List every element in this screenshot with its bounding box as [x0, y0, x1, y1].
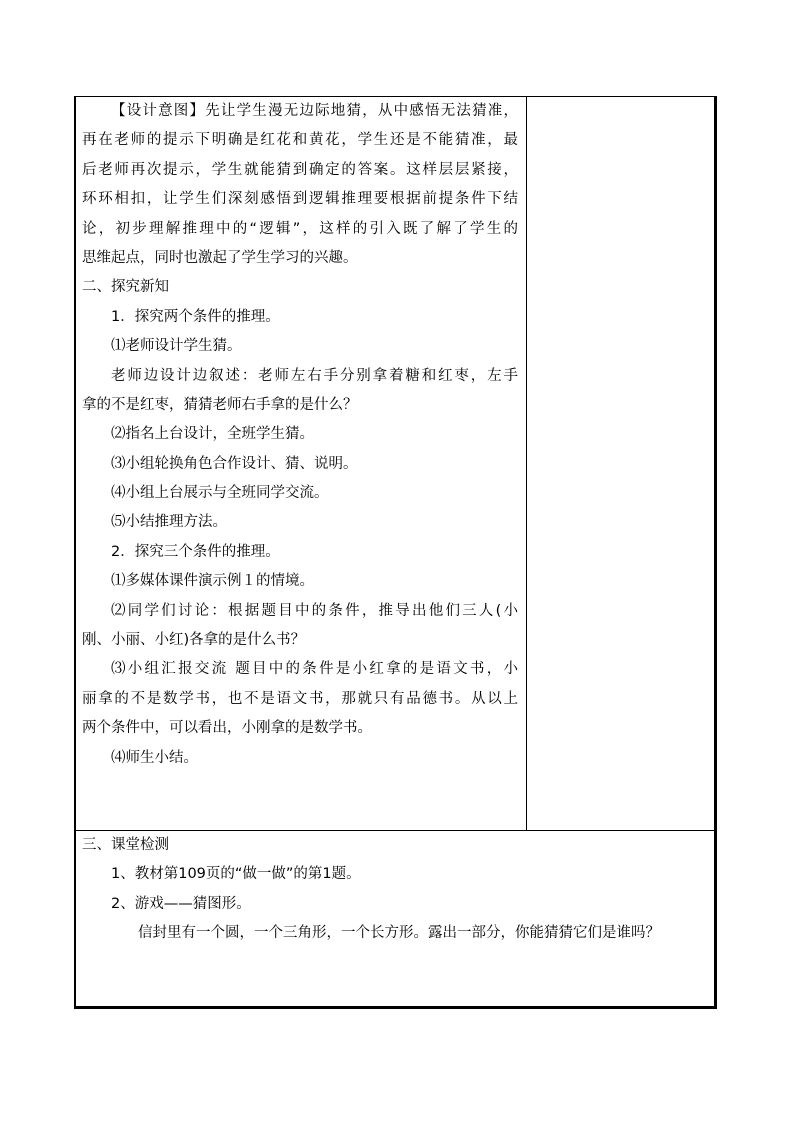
process-cell [82, 97, 518, 773]
notes-cell [528, 97, 713, 830]
step-line: 两个条件中，可以看出，小刚拿的是数学书。 [82, 720, 372, 737]
lesson-table [74, 96, 717, 1009]
step-line: ⑶小组汇报交流 题目中的条件是小红拿的是语文书，小 [111, 661, 518, 678]
design-intent-line: 【设计意图】先让学生漫无边际地猜，从中感悟无法猜准， [111, 103, 518, 119]
step-line: ⑵指名上台设计，全班学生猜。 [111, 426, 314, 443]
step-line: 刚、小丽、小红)各拿的是什么书？ [82, 632, 306, 649]
step-line: 丽拿的不是数学书，也不是语文书，那就只有品德书。从以上 [82, 690, 518, 707]
design-intent-line: 环环相扣，让学生们深刻感悟到逻辑推理要根据前提条件下结 [82, 191, 518, 208]
step-line: 拿的不是红枣，猜猜老师右手拿的是什么？ [82, 396, 358, 413]
step-line: ⑷师生小结。 [111, 749, 198, 766]
column-divider [526, 97, 527, 830]
step-line: ⑸小结推理方法。 [111, 514, 227, 531]
step-line: ⑵同学们讨论：根据题目中的条件，推导出他们三人(小 [111, 602, 518, 619]
exercise-line: 1、教材第109页的“做一做”的第1题。 [111, 866, 361, 883]
section-heading: 三、课堂检测 [82, 837, 169, 853]
step-line: ⑴多媒体课件演示例１的情境。 [111, 573, 314, 590]
subsection-heading: 2．探究三个条件的推理。 [111, 543, 280, 560]
step-line: 老师边设计边叙述：老师左右手分别拿着糖和红枣，左手 [111, 367, 518, 384]
design-intent-line: 再在老师的提示下明确是红花和黄花，学生还是不能猜准，最 [82, 132, 518, 149]
design-intent-line: 论，初步理解推理中的“逻辑”，这样的引入既了解了学生的 [82, 220, 518, 237]
exercise-line: 2、游戏——猜图形。 [111, 895, 251, 912]
subsection-heading: 1．探究两个条件的推理。 [111, 308, 280, 325]
table-row-assessment [82, 831, 710, 949]
step-line: ⑶小组轮换角色合作设计、猜、说明。 [111, 455, 358, 472]
table-row-process [76, 97, 714, 831]
design-intent-line: 思维起点，同时也激起了学生学习的兴趣。 [82, 249, 358, 266]
exercise-line: 信封里有一个圆，一个三角形，一个长方形。露出一部分，你能猜猜它们是谁吗？ [138, 925, 660, 942]
step-line: ⑷小组上台展示与全班同学交流。 [111, 485, 329, 502]
design-intent-line: 后老师再次提示，学生就能猜到确定的答案。这样层层紧接， [82, 161, 518, 178]
step-line: ⑴老师设计学生猜。 [111, 338, 242, 355]
section-heading: 二、探究新知 [82, 279, 169, 296]
